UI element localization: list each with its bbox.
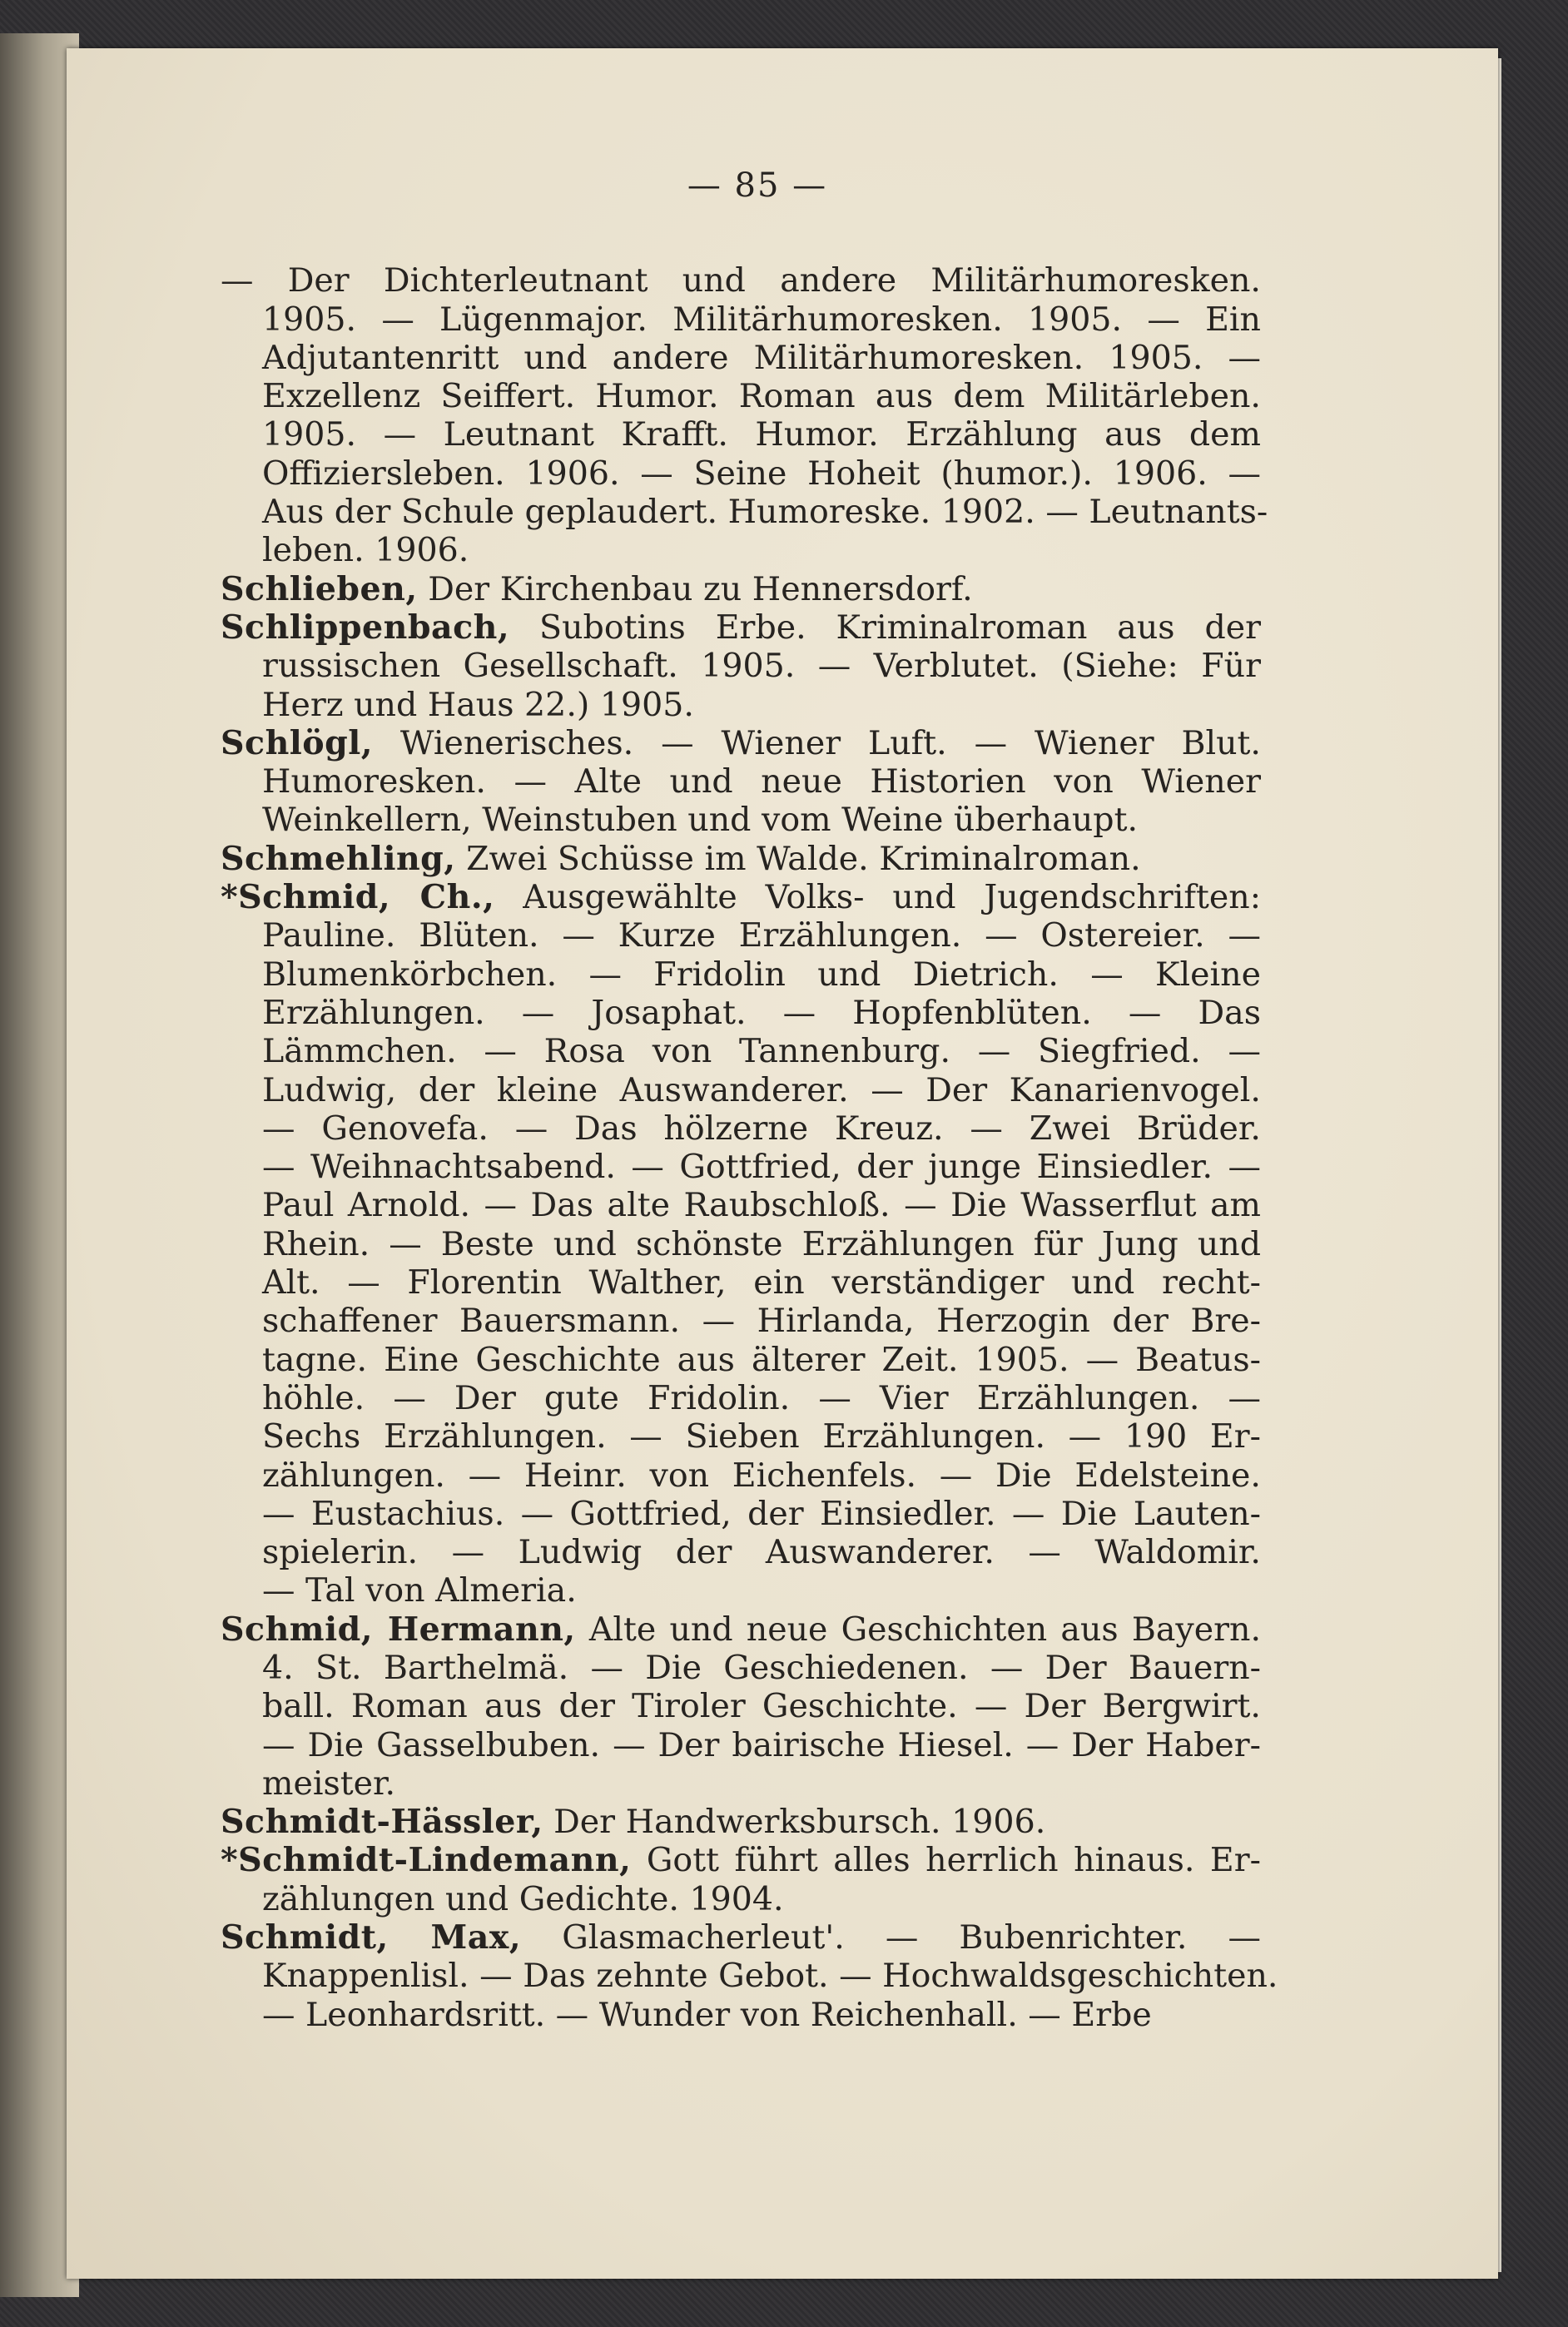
entry-line: [221, 1918, 1261, 1957]
entry-line: [221, 1417, 1261, 1456]
entry-text: 1905. — Lügenmajor. Militärhumoresken. 1905. — Ein: [262, 300, 1261, 339]
entry-text: Zwei Schüsse im Walde. Kriminalroman.: [466, 839, 1141, 878]
bibliography-entry: [221, 1610, 1261, 1803]
entry-line: [221, 1649, 1261, 1687]
entry-line: [221, 1109, 1261, 1148]
author-name: Schlögl,: [221, 723, 374, 762]
entry-line: [221, 1148, 1261, 1186]
entry-text: Paul Arnold. — Das alte Raubschloß. — Die Wasserflut am: [262, 1186, 1261, 1225]
entry-text: 4. St. Barthelmä. — Die Geschiedenen. — Der Bauern-: [262, 1648, 1261, 1687]
entry-text: Lämmchen. — Rosa von Tannenburg. — Siegfried. —: [262, 1032, 1261, 1071]
entry-text: schaffener Bauersmann. — Hirlanda, Herzogin der Bre-: [262, 1302, 1261, 1341]
entry-line: [221, 1225, 1261, 1263]
entry-text: zählungen. — Heinr. von Eichenfels. — Die Edelsteine.: [262, 1456, 1261, 1495]
entry-text: ball. Roman aus der Tiroler Geschichte. — Der Bergwirt.: [262, 1687, 1261, 1726]
entry-line: [221, 1032, 1261, 1070]
entry-text: Blumenkörbchen. — Fridolin und Dietrich. — Kleine: [262, 955, 1261, 994]
entry-line: [221, 1957, 1278, 1996]
author-name: *Schmid, Ch.,: [221, 878, 495, 917]
entry-text: — Genovefa. — Das hölzerne Kreuz. — Zwei Brüder.: [262, 1109, 1261, 1148]
entry-line: [221, 377, 1261, 415]
entry-text: Ludwig, der kleine Auswanderer. — Der Kanarienvogel.: [262, 1070, 1261, 1109]
entry-line: [221, 1841, 1261, 1879]
entry-line: [221, 762, 1261, 801]
entry-text: Alt. — Florentin Walther, ein verständiger und recht-: [262, 1263, 1261, 1302]
entry-line: [221, 531, 1261, 569]
entry-line: [221, 724, 1261, 762]
page-text: [221, 166, 1278, 2034]
entry-text: — Weihnachtsabend. — Gottfried, der junge Einsiedler. —: [262, 1148, 1261, 1187]
entry-line: [221, 1186, 1261, 1224]
entry-line: [221, 1341, 1261, 1379]
entry-line: [221, 1456, 1261, 1495]
author-name: *Schmidt-Lindemann,: [221, 1841, 632, 1880]
entry-text: Gott führt alles herrlich hinaus. Er-: [646, 1841, 1261, 1880]
bibliography-entries: [221, 261, 1278, 2034]
entry-text: Der Handwerksbursch. 1906.: [553, 1803, 1046, 1842]
author-name: Schmidt, Max,: [221, 1918, 522, 1957]
entry-line: [221, 454, 1261, 493]
entry-text: Herz und Haus 22.) 1905.: [262, 685, 694, 724]
entry-text: Humoresken. — Alte und neue Historien von Wiener: [262, 762, 1261, 801]
bibliography-entry: [221, 1803, 1261, 1841]
entry-text: Weinkellern, Weinstuben und vom Weine überhaupt.: [262, 801, 1138, 840]
entry-line: [221, 1302, 1261, 1340]
entry-line: [221, 1071, 1261, 1109]
bibliography-entry: [221, 878, 1261, 1610]
entry-text: Exzellenz Seiffert. Humor. Roman aus dem Militärleben.: [262, 377, 1261, 416]
entry-text: Sechs Erzählungen. — Sieben Erzählungen. — 190 Er-: [262, 1417, 1261, 1456]
bibliography-entry: [221, 724, 1261, 840]
author-name: Schmidt-Hässler,: [221, 1803, 543, 1842]
author-name: Schlippenbach,: [221, 608, 510, 647]
entry-text: Der Kirchenbau zu Hennersdorf.: [428, 569, 973, 608]
entry-text: Adjutantenritt und andere Militärhumoresken. 1905. —: [262, 338, 1261, 377]
entry-text: — Leonhardsritt. — Wunder von Reichenhall. — Erbe: [262, 1995, 1152, 2034]
entry-text: — Eustachius. — Gottfried, der Einsiedler. — Die Lauten-: [262, 1494, 1261, 1533]
entry-line: [221, 1610, 1261, 1649]
author-name: Schlieben,: [221, 569, 418, 608]
entry-line: [221, 1803, 1261, 1841]
entry-text: — Der Dichterleutnant und andere Militärhumoresken.: [221, 261, 1261, 300]
author-name: Schmid, Hermann,: [221, 1610, 576, 1649]
bibliography-entry: [221, 261, 1268, 570]
entry-text: 1905. — Leutnant Krafft. Humor. Erzählung aus dem: [262, 415, 1261, 454]
entry-line: [221, 261, 1261, 300]
bibliography-entry: [221, 1918, 1278, 2034]
entry-line: [221, 840, 1261, 878]
entry-line: [221, 608, 1261, 647]
entry-line: [221, 878, 1261, 916]
entry-line: [221, 1880, 1261, 1918]
entry-text: leben. 1906.: [262, 531, 469, 570]
bibliography-entry: [221, 570, 1261, 608]
entry-text: Pauline. Blüten. — Kurze Erzählungen. — Ostereier. —: [262, 916, 1261, 955]
bibliography-entry: [221, 1841, 1261, 1918]
entry-text: Glasmacherleut'. — Bubenrichter. —: [562, 1918, 1261, 1957]
entry-text: Subotins Erbe. Kriminalroman aus der: [539, 608, 1261, 647]
entry-text: — Tal von Almeria.: [262, 1571, 577, 1610]
entry-line: [221, 300, 1261, 339]
entry-text: zählungen und Gedichte. 1904.: [262, 1879, 784, 1918]
entry-line: [221, 686, 1261, 724]
entry-line: [221, 801, 1261, 839]
entry-text: Rhein. — Beste und schönste Erzählungen für Jung und: [262, 1224, 1261, 1263]
entry-text: Ausgewählte Volks- und Jugendschriften:: [523, 878, 1261, 917]
entry-text: höhle. — Der gute Fridolin. — Vier Erzählungen. —: [262, 1378, 1261, 1417]
bibliography-entry: [221, 840, 1261, 878]
entry-line: [221, 415, 1261, 454]
entry-line: [221, 493, 1268, 532]
entry-text: tagne. Eine Geschichte aus älterer Zeit. 1905. — Beatus-: [262, 1340, 1261, 1379]
entry-text: Wienerisches. — Wiener Luft. — Wiener Blut.: [399, 723, 1261, 762]
entry-line: [221, 1571, 1261, 1610]
entry-line: [221, 647, 1261, 685]
page-number: — 85 —: [687, 166, 828, 205]
entry-line: [221, 1764, 1261, 1803]
entry-text: Alte und neue Geschichten aus Bayern.: [588, 1610, 1262, 1649]
entry-line: [221, 1263, 1261, 1302]
entry-line: [221, 916, 1261, 955]
entry-text: Offiziersleben. 1906. — Seine Hoheit (humor.). 1906. —: [262, 454, 1261, 493]
entry-line: [221, 994, 1261, 1032]
entry-line: [221, 1533, 1261, 1571]
entry-text: Knappenlisl. — Das zehnte Gebot. — Hochwaldsgeschichten.: [262, 1957, 1278, 1996]
entry-line: [221, 955, 1261, 994]
entry-line: [221, 570, 1261, 608]
entry-line: [221, 1687, 1261, 1725]
entry-text: russischen Gesellschaft. 1905. — Verblutet. (Siehe: Für: [262, 647, 1261, 686]
entry-line: [221, 1996, 1261, 2034]
entry-line: [221, 1379, 1261, 1417]
entry-line: [221, 1495, 1261, 1533]
entry-text: spielerin. — Ludwig der Auswanderer. — Waldomir.: [262, 1533, 1261, 1572]
entry-line: [221, 339, 1261, 377]
entry-text: meister.: [262, 1764, 396, 1803]
entry-text: Aus der Schule geplaudert. Humoreske. 1902. — Leutnants-: [262, 493, 1268, 532]
author-name: Schmehling,: [221, 839, 456, 878]
entry-line: [221, 1726, 1261, 1764]
entry-text: — Die Gasselbuben. — Der bairische Hiesel. — Der Haber-: [262, 1725, 1261, 1764]
entry-text: Erzählungen. — Josaphat. — Hopfenblüten. — Das: [262, 993, 1261, 1032]
bibliography-entry: [221, 608, 1261, 724]
